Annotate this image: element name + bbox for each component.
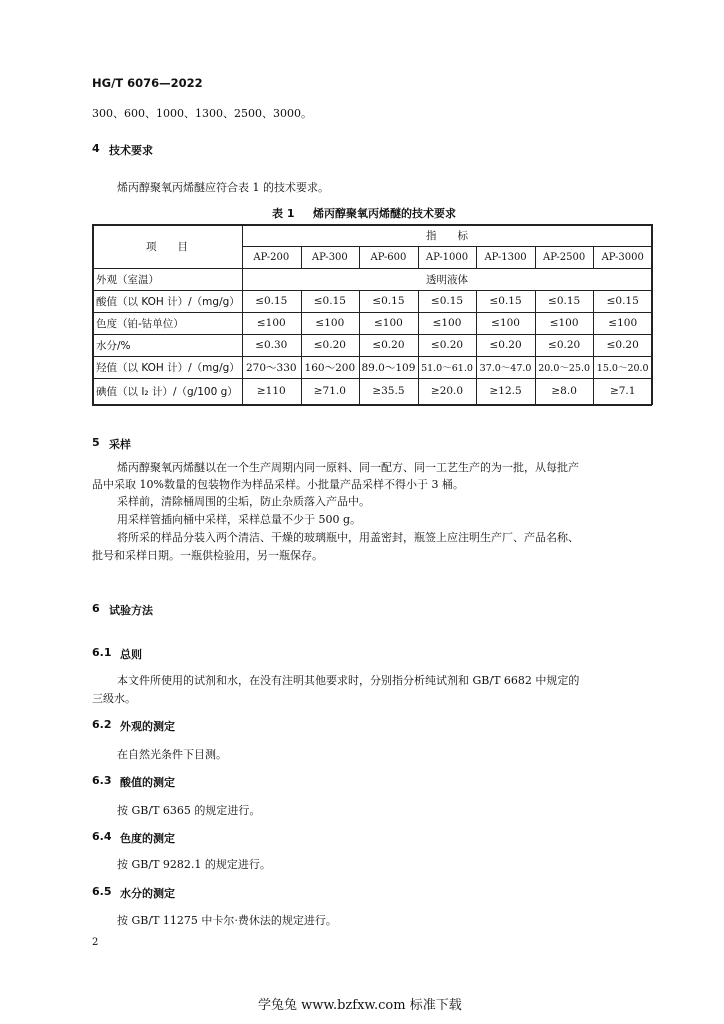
table-row-label: 外观（室温）: [96, 273, 159, 286]
requirements-table: [92, 224, 652, 404]
table-cell: ≤100: [256, 317, 286, 329]
table-cell: ≤0.15: [313, 295, 346, 307]
subsection-6-2-number: 6.2: [92, 718, 112, 731]
table-cell: 15.0～20.0: [596, 363, 649, 374]
table-cell: ≤100: [374, 317, 403, 329]
sampling-para-1-line-2: 品中采取 10%数量的包装物作为样品采样。小批量产品采样不得小于 3 桶。: [92, 478, 464, 491]
table-header-indicator: 指 标: [426, 229, 468, 242]
table-cell: ≥8.0: [551, 385, 577, 397]
sampling-para-1-line-1: 烯丙醇聚氧丙烯醚以在一个生产周期内同一原料、同一配方、同一工艺生产的为一批，从每批产: [117, 461, 579, 474]
intro-line: 300、600、1000、1300、2500、3000。: [92, 107, 312, 120]
subsection-6-4-title: 色度的测定: [120, 832, 175, 845]
table-cell: ≥35.5: [372, 385, 405, 397]
table-grade-header: AP-600: [370, 251, 407, 263]
table-rule: [92, 404, 652, 406]
table-cell: 20.0～25.0: [538, 363, 591, 374]
subsection-6-1-number: 6.1: [92, 646, 112, 659]
table-cell: ≤100: [549, 317, 579, 329]
table-title: 烯丙醇聚氧丙烯醚的技术要求: [313, 207, 456, 220]
table-grade-header: AP-200: [253, 251, 290, 263]
subsection-6-5-text: 按 GB/T 11275 中卡尔·费休法的规定进行。: [117, 914, 337, 927]
table-cell: 270～330: [245, 361, 297, 374]
table-cell: 160～200: [304, 361, 356, 374]
table-grade-header: AP-3000: [601, 251, 644, 263]
table-cell: ≤100: [432, 317, 462, 329]
subsection-6-1-line-1: 本文件所使用的试剂和水，在没有注明其他要求时，分别指分析纯试剂和 GB/T 6682 中规定的: [117, 674, 580, 687]
page-number: 2: [92, 937, 99, 948]
subsection-6-2-title: 外观的测定: [120, 720, 175, 733]
table-row-label: 水分/%: [96, 339, 131, 352]
table-cell: ≤100: [608, 317, 638, 329]
table-cell: ≥20.0: [430, 385, 464, 397]
subsection-6-4-text: 按 GB/T 9282.1 的规定进行。: [117, 858, 271, 871]
subsection-6-3-title: 酸值的测定: [120, 776, 175, 789]
table-cell: ≤0.15: [548, 295, 581, 307]
table-header-item: 项 目: [146, 240, 188, 253]
table-cell: ≥71.0: [313, 385, 346, 397]
table-cell: ≤0.20: [430, 339, 464, 351]
sampling-para-4-line-1: 将所采的样品分装入两个清洁、干燥的玻璃瓶中，用盖密封，瓶签上应注明生产厂、产品名称、: [117, 531, 579, 544]
table-cell: ≤0.30: [255, 339, 288, 351]
table-cell: 51.0～61.0: [421, 363, 473, 374]
table-cell: ≤0.15: [606, 295, 639, 307]
subsection-6-3-number: 6.3: [92, 774, 112, 787]
table-span-value: 透明液体: [426, 273, 468, 286]
table-grade-header: AP-300: [311, 251, 348, 263]
table-row-label: 色度（铂-钴单位）: [96, 317, 184, 330]
subsection-6-5-title: 水分的测定: [120, 887, 175, 900]
table-cell: ≤0.20: [313, 339, 346, 351]
table-row-label: 酸值（以 KOH 计）/（mg/g）: [96, 295, 240, 308]
subsection-6-1-line-2: 三级水。: [92, 692, 136, 705]
table-cell: ≥12.5: [489, 385, 522, 397]
subsection-6-1-title: 总则: [120, 648, 142, 661]
table-grade-header: AP-1000: [425, 251, 469, 263]
section-5-number: 5: [92, 436, 100, 449]
sampling-para-3: 用采样管插向桶中采样，采样总量不少于 500 g。: [117, 513, 362, 526]
table-cell: 89.0～109: [361, 361, 416, 374]
sampling-para-2: 采样前，清除桶周围的尘垢，防止杂质落入产品中。: [117, 495, 370, 508]
table-grade-header: AP-2500: [543, 251, 586, 263]
table-cell: ≤0.15: [430, 295, 464, 307]
table-cell: ≤0.15: [255, 295, 288, 307]
table-cell: ≤0.15: [372, 295, 405, 307]
table-cell: ≤0.15: [489, 295, 522, 307]
table-number: 表 1: [272, 207, 295, 220]
subsection-6-3-text: 按 GB/T 6365 的规定进行。: [117, 804, 261, 817]
section-4-title: 技术要求: [109, 144, 153, 157]
subsection-6-5-number: 6.5: [92, 885, 112, 898]
section-4-number: 4: [92, 142, 100, 155]
section-5-title: 采样: [109, 438, 131, 451]
table-cell: ≤100: [491, 317, 520, 329]
table-cell: ≥7.1: [609, 385, 636, 397]
table-row-label: 羟值（以 KOH 计）/（mg/g）: [96, 361, 240, 374]
table-cell: ≤0.20: [489, 339, 522, 351]
standard-code: HG/T 6076—2022: [92, 76, 203, 90]
table-cell: ≤0.20: [372, 339, 405, 351]
sampling-para-4-line-2: 批号和采样日期。一瓶供检验用，另一瓶保存。: [92, 549, 323, 562]
table-cell: 37.0～47.0: [479, 363, 532, 374]
footer-watermark: 学兔兔 www.bzfxw.com 标准下载: [258, 998, 462, 1013]
table-cell: ≤100: [315, 317, 345, 329]
table-cell: ≥110: [256, 385, 286, 397]
section-4-text: 烯丙醇聚氧丙烯醚应符合表 1 的技术要求。: [117, 181, 329, 194]
table-row-label: 碘值（以 I₂ 计）/（g/100 g）: [96, 385, 238, 398]
table-grade-header: AP-1300: [484, 251, 527, 263]
table-cell: ≤0.20: [548, 339, 581, 351]
section-6-title: 试验方法: [109, 604, 153, 617]
section-6-number: 6: [92, 602, 100, 615]
subsection-6-2-text: 在自然光条件下目测。: [117, 748, 227, 761]
table-cell: ≤0.20: [606, 339, 639, 351]
subsection-6-4-number: 6.4: [92, 830, 112, 843]
